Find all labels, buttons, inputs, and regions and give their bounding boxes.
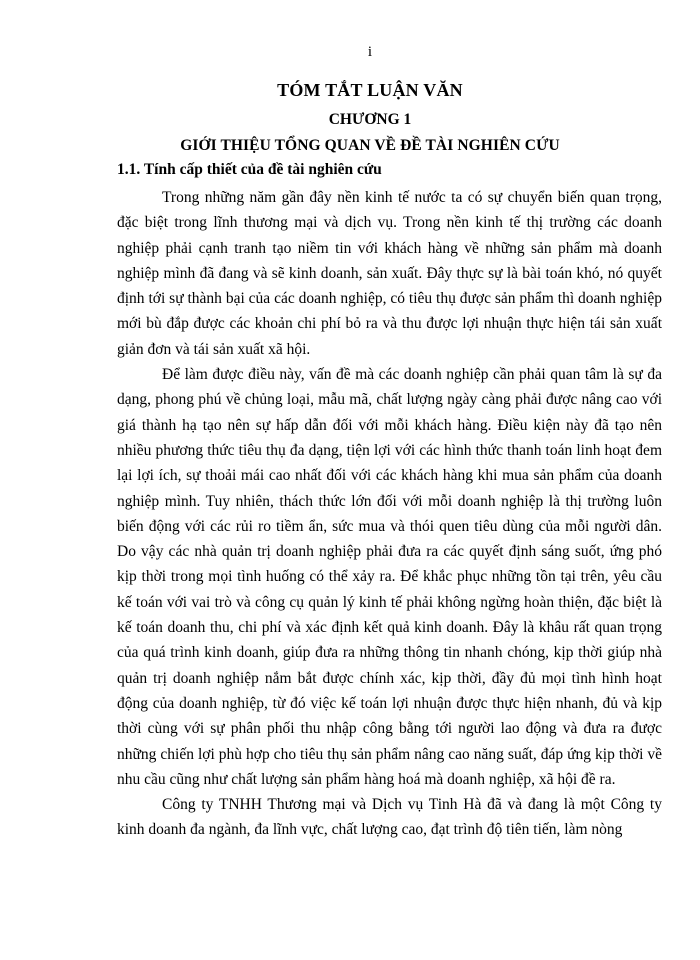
body-text [117,185,662,843]
section-heading: 1.1. Tính cấp thiết của đề tài nghiên cứu [117,161,382,178]
chapter-title: GIỚI THIỆU TỔNG QUAN VỀ ĐỀ TÀI NGHIÊN CỨU [180,137,560,154]
paragraph: Để làm được điều này, vấn đề mà các doanh nghiệp cần phải quan tâm là sự đa dạng, phong phú về chủng loại, mẫu mã, chất lượng ngày càng phải được nâng cao với giá thành hạ tạo nên sự hấp dẫn đối với mỗi khách hàng. Điều kiện này đã tạo nên nhiều phương thức tiêu thụ đa dạng, tiện lợi với các hình thức thanh toán linh hoạt đem lại lợi ích, sự thoải mái cao nhất đối với các khách hàng khi mua sản phẩm của doanh nghiệp mình. Tuy nhiên, thách thức lớn đối với mỗi doanh nghiệp là thị trường luôn biến động với các rủi ro tiềm ẩn, sức mua và thói quen tiêu dùng của mỗi người dân. Do vậy các nhà quản trị doanh nghiệp phải đưa ra các quyết định sáng suốt, ứng phó kịp thời trong mọi tình huống có thể xảy ra. Để khắc phục những tồn tại trên, yêu cầu kế toán với vai trò và công cụ quản lý kinh tế phải không ngừng hoàn thiện, đặc biệt là kế toán doanh thu, chi phí và xác định kết quả kinh doanh. Đây là khâu rất quan trọng của quá trình kinh doanh, giúp đưa ra những thông tin nhanh chóng, kịp thời giúp nhà quản trị doanh nghiệp nắm bắt được chính xác, kịp thời, đầy đủ mọi tình hình hoạt động của doanh nghiệp, từ đó việc kế toán lợi nhuận được thực hiện nhanh, đủ và kịp thời cùng với sự phân phối thu nhập công bằng tới người lao động và đưa ra được những chiến lợi phù hợp cho tiêu thụ sản phẩm nâng cao năng suất, đáp ứng kịp thời về nhu cầu cũng như chất lượng sản phẩm hàng hoá mà doanh nghiệp, xã hội đề ra. [117,366,662,788]
document-title: TÓM TẮT LUẬN VĂN [277,80,463,100]
chapter-label: CHƯƠNG 1 [328,111,412,128]
paragraph: Trong những năm gần đây nền kinh tế nước ta có sự chuyển biến quan trọng, đặc biệt trong lĩnh thương mại và dịch vụ. Trong nền kinh tế thị trường các doanh nghiệp phải cạnh tranh tạo niềm tin với khách hàng về những sản phẩm mà doanh nghiệp mình đã đang và sẽ kinh doanh, sản xuất. Đây thực sự là bài toán khó, nó quyết định tới sự thành bại của các doanh nghiệp, có tiêu thụ được sản phẩm thì doanh nghiệp mới bù đắp được các khoản chi phí bỏ ra và thu được lợi nhuận thực hiện tái sản xuất giản đơn và tái sản xuất xã hội. [117,189,662,358]
paragraph: Công ty TNHH Thương mại và Dịch vụ Tinh Hà đã và đang là một Công ty kinh doanh đa ngành, đa lĩnh vực, chất lượng cao, đạt trình độ tiên tiến, làm nòng [117,796,662,839]
page-number: i [367,44,373,60]
